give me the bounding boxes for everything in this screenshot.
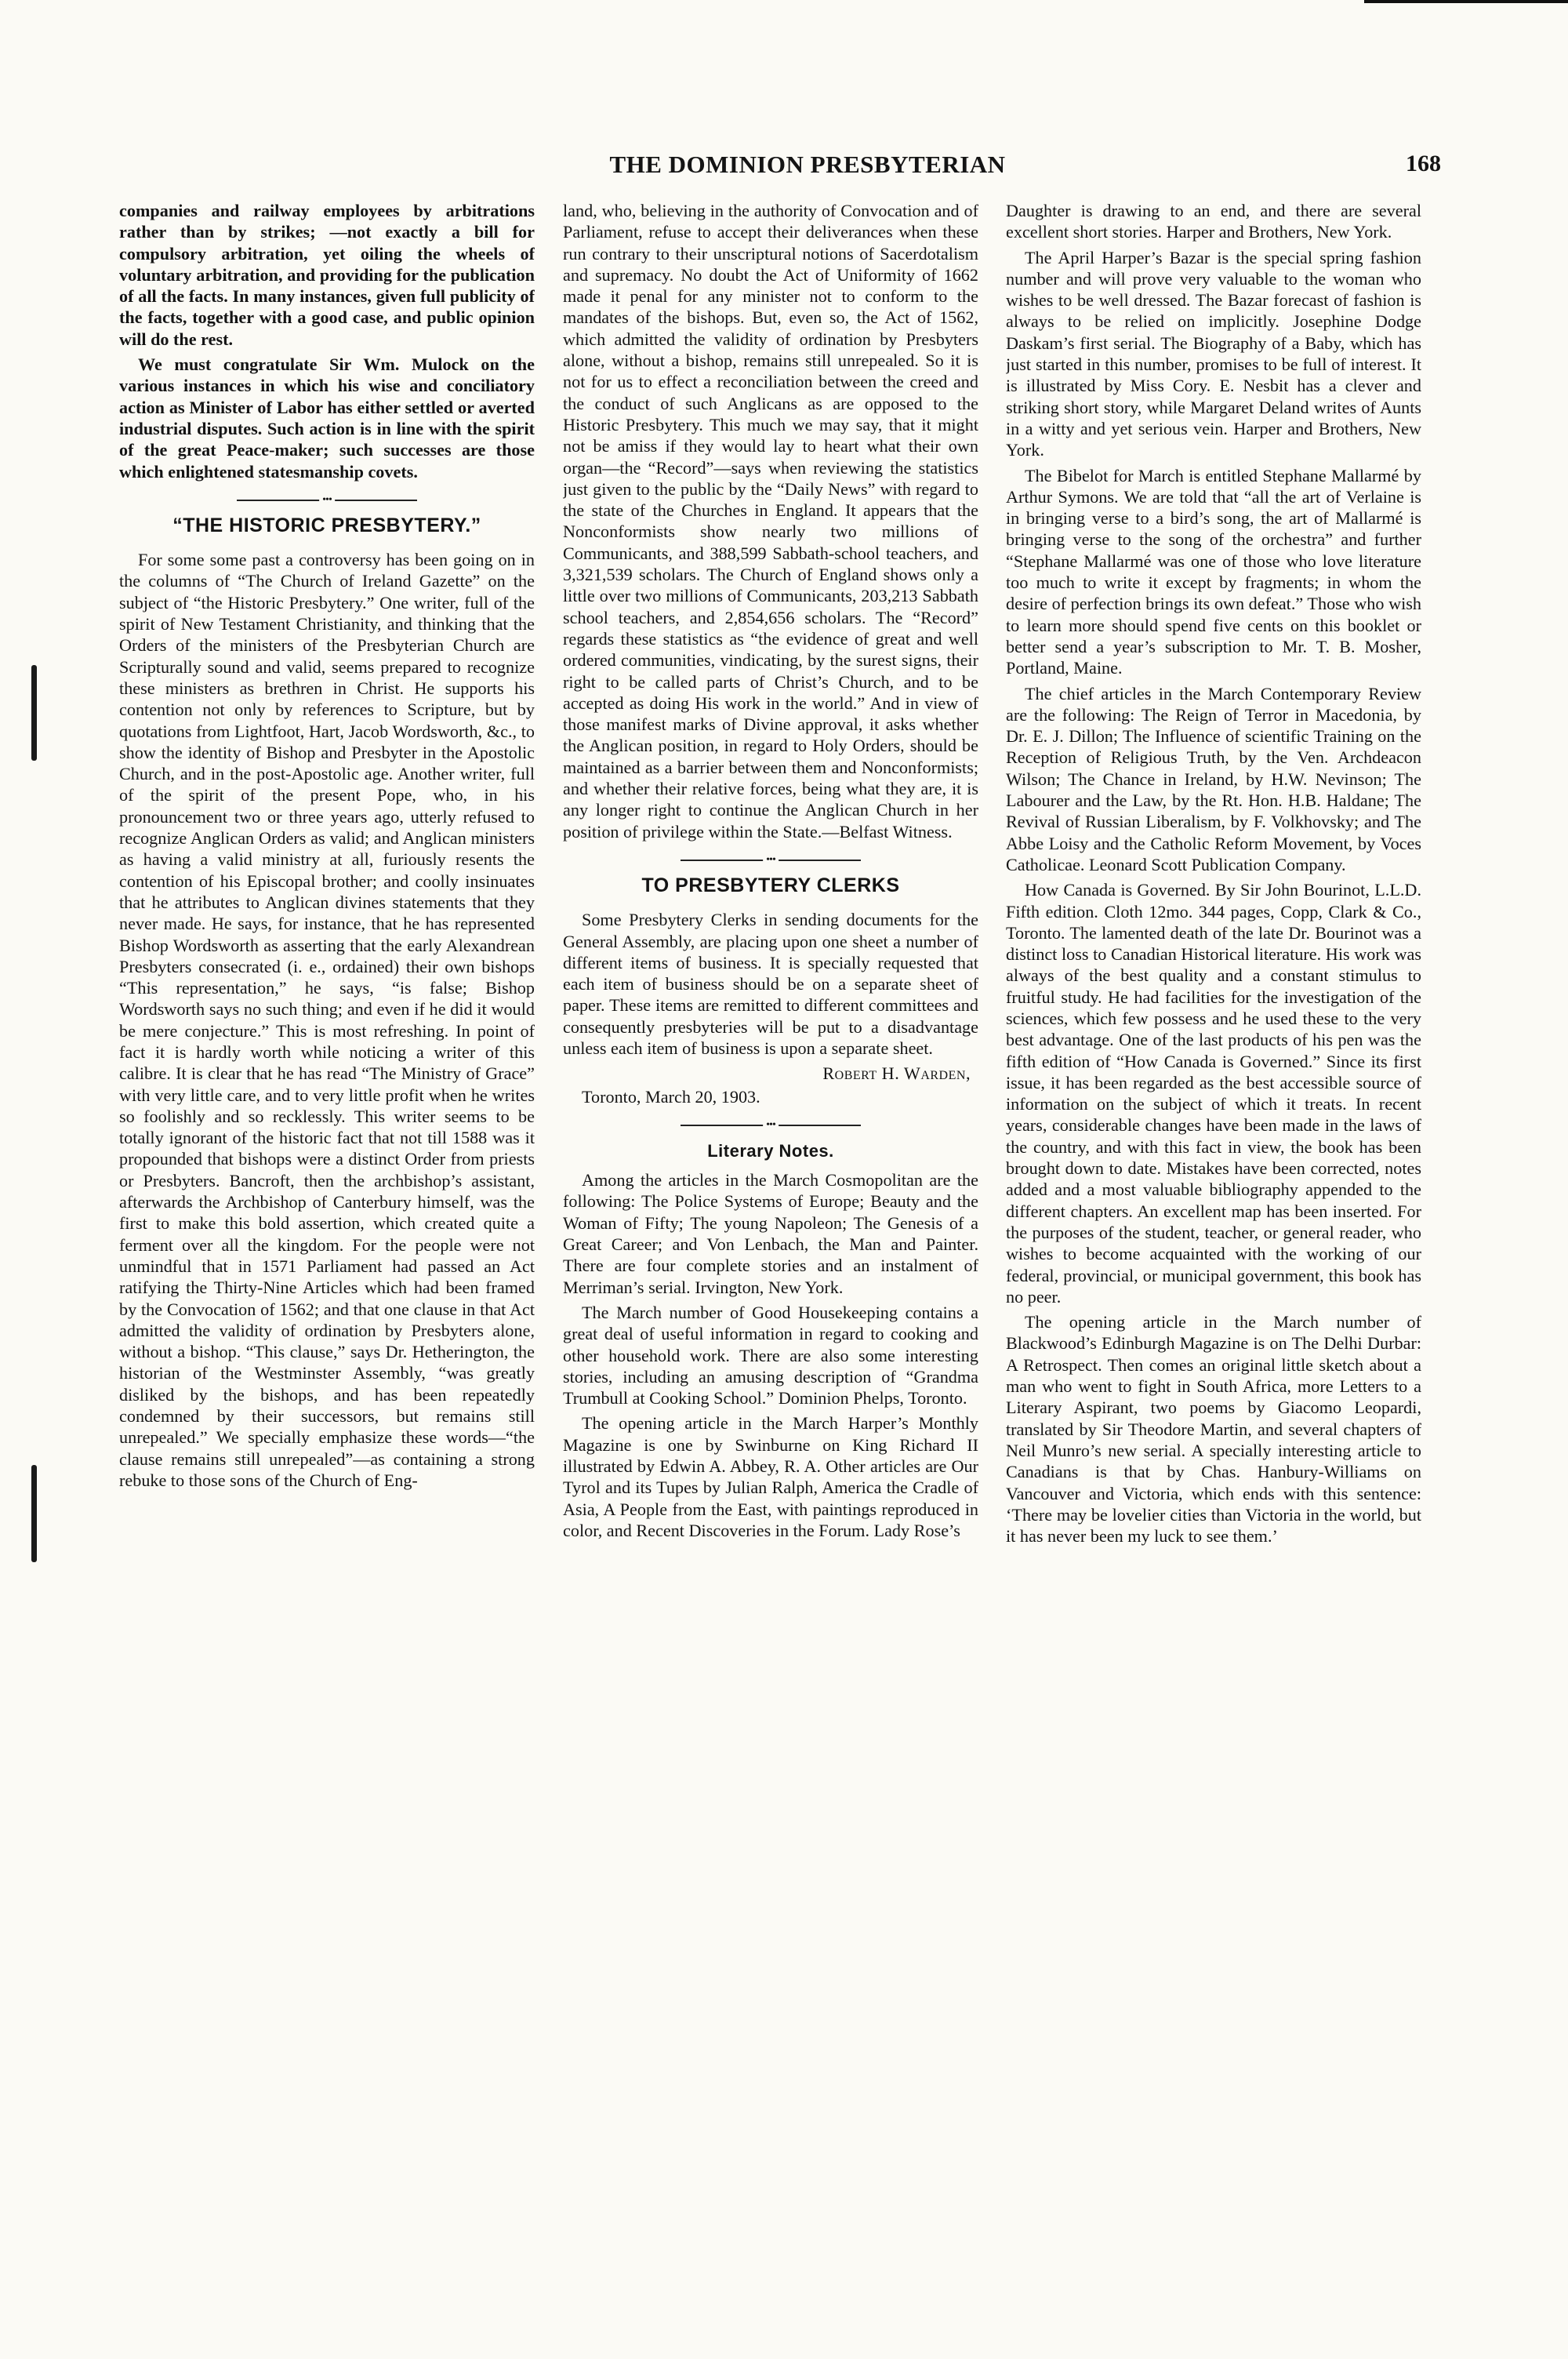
paragraph: The chief articles in the March Contemporary Review are the following: The Reign of Terror in Macedonia, by Dr. E. J. Dillon; The Influence of scientific Training on the Reception of Religious Truth, by the Ven. Archdeacon Wilson; The Chance in Ireland, by H.W. Nevinson; The Labourer and the Law, by the Rt. Hon. H.B. Haldane; The Revival of Russian Liberalism, by F. Volkhovsky; and The Abbe Loisy and the Catholic Reform Movement, by Voces Catholicae. Leonard Scott Publication Company. <box>1006 683 1421 874</box>
signature: Robert H. Warden, <box>822 1063 971 1084</box>
article-heading: “THE HISTORIC PRESBYTERY.” <box>172 514 481 536</box>
page-header <box>118 151 1450 182</box>
running-title: THE DOMINION PRESBYTERIAN <box>609 151 1006 178</box>
paragraph: Daughter is drawing to an end, and there are several excellent short stories. Harper and Brothers, New York. <box>1006 201 1421 242</box>
column-2 <box>563 200 978 2270</box>
column-1 <box>119 200 535 2270</box>
paragraph: The Bibelot for March is entitled Stephane Mallarmé by Arthur Symons. We are told that “all the art of Verlaine is in bringing verse to a bird’s song, the art of Mallarmé is bringing verse to the song of the orchestra” and further “Stephane Mallarmé was one of those who love literature too much to write it except by fragments; in whom the desire of perfection brings its own defeat.” Those who wish to learn more should spend five cents on this booklet or better send a year’s subscription to Mr. T. B. Mosher, Portland, Maine. <box>1006 465 1421 678</box>
paragraph: The April Harper’s Bazar is the special spring fashion number and will prove very valuable to the woman who wishes to be well dressed. The Bazar forecast of fashion is always to be relied on implicitly. Josephine Dodge Daskam’s first serial. The Biography of a Baby, which has just started in this number, promises to be full of interest. It is illustrated by Miss Cory. E. Nesbit has a clever and striking short story, while Margaret Deland writes of Aunts in a witty and yet serious vein. Harper and Brothers, New York. <box>1006 247 1421 460</box>
paragraph: land, who, believing in the authority of Convocation and of Parliament, refuse to accept their deliverances when these run contrary to their unscriptural notions of Sacerdotalism and supremacy. No doubt the Act of Uniformity of 1662 made it penal for any minister not to conform to the mandates of the bishops. But, even so, the Act of 1562, which admitted the validity of ordination by Presbyters alone, without a bishop, remains still unrepealed. So it is not for us to effect a reconciliation between the creed and the conduct of such Anglicans as are opposed to the Historic Presbytery. This much we may say, that it might not be amiss if they would lay to heart what their own organ—the “Record”—says when reviewing the statistics just given to the public by the “Daily News” with regard to the state of the Churches in England. It appears that the Nonconformists show nearly two millions of Communicants, and 388,599 Sabbath-school teachers, and 3,321,539 scholars. The Church of England shows only a little over two millions of Communicants, 203,213 Sabbath school teachers, and 2,854,656 scholars. The “Record” regards these statistics as “the evidence of great and well ordered communities, vindicating, by the surest signs, their right to be called parts of Christ’s Church, and to be accepted as doing His work in the world.” And in view of those manifest marks of Divine approval, it asks whether the Anglican position, in regard to Holy Orders, should be maintained as a barrier between them and Nonconformists; and whether their relative forces, being what they are, it is any longer right to continue the Anglican Church in her position of privilege within the State.—Belfast Witness. <box>563 201 978 841</box>
paragraph: Among the articles in the March Cosmopolitan are the following: The Police Systems of Europe; Beauty and the Woman of Fifty; The young Napoleon; The Genesis of a Great Career; and Von Lenbach, the Man and Painter. There are four complete stories and an instalment of Merriman’s serial. Irvington, New York. <box>563 1170 978 1297</box>
page-number: 168 <box>1406 151 1441 176</box>
paragraph: The opening article in the March number of Blackwood’s Edinburgh Magazine is on The Delhi Durbar: A Retrospect. Then comes an original little sketch about a man who went to fight in South Africa, more Letters to a Literary Aspirant, two poems by Giacomo Leopardi, translated by Sir Theodore Martin, and several chapters of Neil Munro’s new serial. A specially interesting article to Canadians is that by Chas. Hanbury-Williams on Vancouver and Victoria, which ends with this sentence: ‘There may be lovelier cities than Victoria in the world, but it has never been my luck to see them.’ <box>1006 1312 1421 1547</box>
dateline: Toronto, March 20, 1903. <box>582 1086 760 1107</box>
top-edge-rule <box>1364 0 1568 3</box>
section-divider <box>237 496 417 504</box>
notes-heading: Literary Notes. <box>707 1140 834 1161</box>
paragraph: companies and railway employees by arbitrations rather than by strikes; —not exactly a bill for compulsory arbitration, yet oiling the wheels of voluntary arbitration, and providing for the publication of all the facts. In many instances, given full publicity of the facts, together with a good case, and public opinion will do the rest. <box>119 201 535 349</box>
column-3 <box>1006 200 1421 2270</box>
margin-mark <box>31 665 37 761</box>
paragraph: For some some past a controversy has been going on in the columns of “The Church of Ireland Gazette” on the subject of “the Historic Presbytery.” One writer, full of the spirit of New Testament Christianity, and thinking that the Orders of the ministers of the Presbyterian Church are Scripturally sound and valid, seems prepared to recognize these ministers as brethren in Christ. He supports his contention not only by references to Scripture, but by quotations from Lightfoot, Hart, Jacob Wordsworth, &c., to show the identity of Bishop and Presbyter in the Apostolic Church, and in the post-Apostolic age. Another writer, full of the spirit of the present Pope, who, in his pronouncement two or three years ago, utterly refused to recognize Anglican Orders as valid; and Anglican ministers as having a valid ministry at all, furiously resents the contention of his Episcopal brother; and coolly insinuates that he attributes to Anglican divines statements that they never made. He says, for instance, that he has represented Bishop Wordsworth as asserting that the early Alexandrean Presbyters consecrated (i. e., ordained) their own bishops “This representation,” he says, “is false; Bishop Wordsworth says no such thing; and even if he did it would be mere conjecture.” This is most refreshing. In point of fact it is hardly worth while noticing a writer of this calibre. It is clear that he has read “The Ministry of Grace” with very little care, and to very little profit when he writes so foolishly and so recklessly. This writer seems to be totally ignorant of the historic fact that not till 1588 was it propounded that bishops were a distinct Order from priests or Presbyters. Bancroft, then the archbishop’s assistant, afterwards the Archbishop of Canterbury himself, was the first to make this bold assertion, which created quite a ferment over all the kingdom. For the people were not unmindful that in 1571 Parliament had passed an Act ratifying the Thirty-Nine Articles which had been framed by the Convocation of 1562; and that one clause in that Act admitted the validity of ordination by Presbyters alone, without a bishop. “This clause,” says Dr. Hetherington, the historian of the Westminster Assembly, “was greatly disliked by the bishops, and has been repeatedly condemned by their successors, but remains still unrepealed.” We specially emphasize these words—“the clause remains still unrepealed”—as containing a strong rebuke to those sons of the Church of Eng- <box>119 550 535 1490</box>
clerks-heading: TO PRESBYTERY CLERKS <box>641 874 900 896</box>
paragraph: How Canada is Governed. By Sir John Bourinot, L.L.D. Fifth edition. Cloth 12mo. 344 pages, Copp, Clark & Co., Toronto. The lamented death of the late Dr. Bourinot was a distinct loss to Canadian Historical literature. His work was always of the best quality and a constant stimulus to fruitful study. He had facilities for the investigation of the sciences, which few possess and he used these to the very best advantage. One of the last products of his pen was the fifth edition of “How Canada is Governed.” Since its first issue, it has been regarded as the best accessible source of information on the subject of which it treats. In recent years, considerable changes have been made in the laws of the country, and with this fact in view, the book has been brought down to date. Mistakes have been corrected, notes added and a most valuable bibliography appended to the different chapters. An excellent map has been inserted. For the purposes of the student, teacher, or general reader, who wishes to become acquainted with the working of our federal, provincial, or municipal government, this book has no peer. <box>1006 880 1421 1307</box>
section-divider <box>681 856 861 864</box>
section-divider <box>681 1121 861 1129</box>
paragraph: Some Presbytery Clerks in sending documents for the General Assembly, are placing upon one sheet a number of different items of business. It is specially requested that each item of business should be on a separate sheet of paper. These items are remitted to different committees and consequently presbyteries will be put to a disadvantage unless each item of business is upon a separate sheet. <box>563 910 978 1058</box>
margin-mark <box>31 1465 37 1562</box>
paragraph: We must congratulate Sir Wm. Mulock on the various instances in which his wise and conciliatory action as Minister of Labor has either settled or averted industrial disputes. Such action is in line with the spirit of the great Peace-maker; such successes are those which enlightened statesmanship covets. <box>119 354 535 482</box>
paragraph: The March number of Good Housekeeping contains a great deal of useful information in regard to cooking and other household work. There are also some interesting stories, including an amusing description of “Grandma Trumbull at Cooking School.” Dominion Phelps, Toronto. <box>563 1302 978 1408</box>
paragraph: The opening article in the March Harper’s Monthly Magazine is one by Swinburne on King Richard II illustrated by Edwin A. Abbey, R. A. Other articles are Our Tyrol and its Tupes by Julian Ralph, America the Cradle of Asia, A People from the East, with paintings reproduced in color, and Recent Discoveries in the Forum. Lady Rose’s <box>563 1413 978 1540</box>
